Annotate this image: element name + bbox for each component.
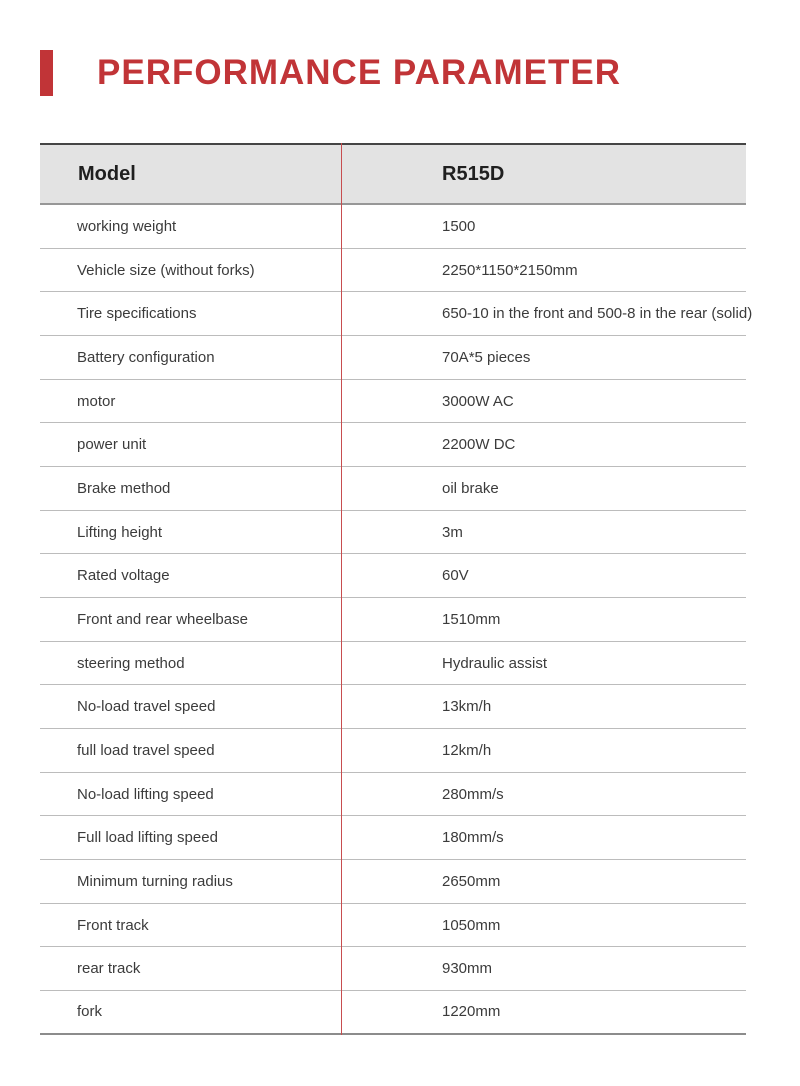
table-row xyxy=(40,642,746,686)
param-label: Front track xyxy=(77,916,149,934)
param-value: 12km/h xyxy=(442,741,492,759)
param-value: 280mm/s xyxy=(442,785,504,803)
table-row xyxy=(40,816,746,860)
param-label: Lifting height xyxy=(77,523,163,541)
param-value: Hydraulic assist xyxy=(442,654,548,672)
param-value: 1500 xyxy=(442,217,476,235)
param-label: power unit xyxy=(77,436,147,454)
param-label: Battery configuration xyxy=(77,348,215,366)
table-row xyxy=(40,729,746,773)
table-row xyxy=(40,598,746,642)
table-row xyxy=(40,380,746,424)
param-label: No-load lifting speed xyxy=(77,785,214,803)
table-body xyxy=(40,205,753,1035)
param-value: 70A*5 pieces xyxy=(442,348,531,366)
param-label: No-load travel speed xyxy=(77,698,216,716)
param-label: Brake method xyxy=(77,479,171,497)
param-value: 1220mm xyxy=(442,1003,501,1021)
param-label: Vehicle size (without forks) xyxy=(77,261,255,279)
table-header-row xyxy=(40,143,746,205)
table-row xyxy=(40,554,746,598)
table-row xyxy=(40,292,753,336)
param-value: 60V xyxy=(442,567,469,585)
param-value: 930mm xyxy=(442,960,493,978)
title-section xyxy=(0,49,800,97)
table-row xyxy=(40,249,746,293)
param-value: 3000W AC xyxy=(442,392,514,410)
page-title: PERFORMANCE PARAMETER xyxy=(97,53,621,92)
table-row xyxy=(40,860,746,904)
table-row xyxy=(40,773,746,817)
table-row xyxy=(40,423,746,467)
param-label: Minimum turning radius xyxy=(77,872,233,890)
param-label: fork xyxy=(77,1003,103,1021)
table-row xyxy=(40,467,746,511)
param-value: 2200W DC xyxy=(442,436,516,454)
param-label: steering method xyxy=(77,654,185,672)
title-accent-bar xyxy=(40,50,53,96)
param-value: 1050mm xyxy=(442,916,501,934)
table-row xyxy=(40,511,746,555)
header-model-label: Model xyxy=(78,162,136,185)
performance-parameter-table xyxy=(40,143,753,1035)
param-value: 13km/h xyxy=(442,698,492,716)
table-row xyxy=(40,336,746,380)
header-model-value: R515D xyxy=(442,162,505,185)
param-label: working weight xyxy=(77,217,177,235)
param-value: 3m xyxy=(442,523,463,541)
param-value: 180mm/s xyxy=(442,829,504,847)
table-row xyxy=(40,685,746,729)
table-row xyxy=(40,205,746,249)
table-row xyxy=(40,947,746,991)
table-row xyxy=(40,991,746,1035)
param-label: Tire specifications xyxy=(77,305,197,323)
param-label: rear track xyxy=(77,960,141,978)
param-value: 2250*1150*2150mm xyxy=(442,261,578,279)
table-row xyxy=(40,904,746,948)
param-label: Rated voltage xyxy=(77,567,170,585)
param-value: 2650mm xyxy=(442,872,501,890)
param-label: motor xyxy=(77,392,116,410)
param-label: Full load lifting speed xyxy=(77,829,218,847)
param-value: oil brake xyxy=(442,479,499,497)
param-label: Front and rear wheelbase xyxy=(77,610,248,628)
param-value: 1510mm xyxy=(442,610,501,628)
param-label: full load travel speed xyxy=(77,741,215,759)
param-value: 650-10 in the front and 500-8 in the rear (solid) xyxy=(442,305,753,323)
